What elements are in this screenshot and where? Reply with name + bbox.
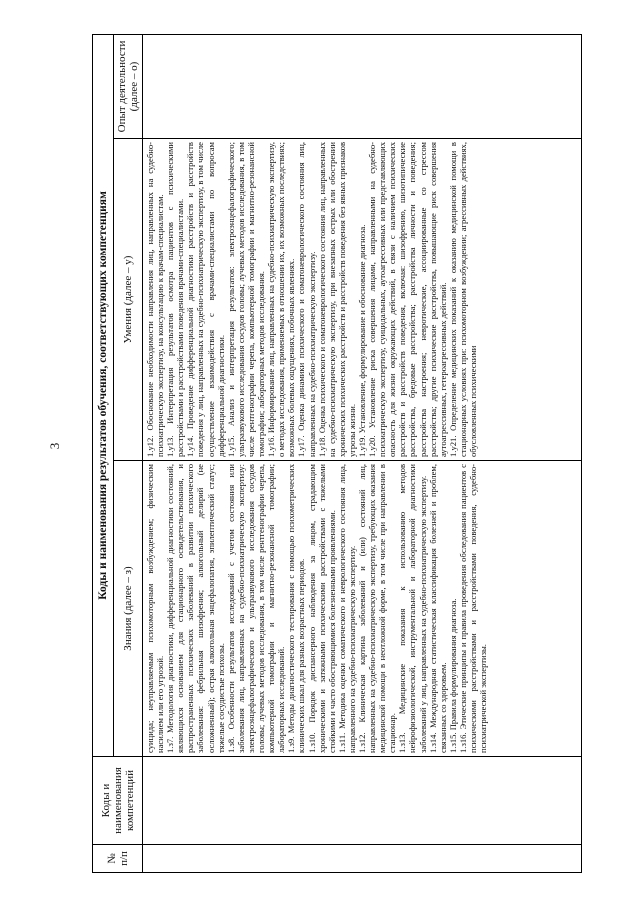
cell-codes: [143, 757, 582, 845]
knowledge-item: 1.з13. Медицинские показания к использованию методов нейрофизиологической, инструментальной и лабораторной диагностики заболеваний у лиц, направленных на судебно-психиатрическую экспертизу.: [397, 464, 428, 753]
header-knowledge: Знания (далее – з): [114, 461, 143, 757]
page-number: 3: [47, 442, 62, 450]
header-num: № п/п: [93, 845, 143, 873]
knowledge-item: 1.з14. Международная статистическая классификация болезней и проблем, связанных со здоровьем.: [427, 464, 448, 753]
knowledge-item: 1.з10. Порядок диспансерного наблюдения за лицом, страдающим хроническими и затяжными психическими расстройствами с тяжелыми стойкими и часто обостряющимися болезненными проявлениями.: [306, 464, 337, 753]
competency-table: [92, 34, 582, 873]
knowledge-item: 1.з8. Особенности результатов исследований с учетом состояния или заболевания лиц, направленных на судебно-психиатрическую экспертизу: электроэнцефалографического и ультразвукового исследования сосудов головы; лучевых методов исследования, в том числе рентгенографии черепа, компьютерной томографии и магнитно-резонансной томографии; лабораторных исследований.: [225, 464, 287, 753]
knowledge-item: 1.з7. Методология диагностики, дифференциальной диагностики состояний, являющихся основанием для стационарного освидетельствования, и распространенных психических заболеваний в развитии психического заболевания: фебрильная шизофрения; алкогольный делирий (не осложненный); острая алкогольная энцефалопатия, эпилептический статус; тяжелые сосудистые психозы.: [165, 464, 226, 753]
header-results-group: Коды и наименования результатов обучения, соответствующих компетенциям: [93, 34, 114, 756]
skill-item: 1.у20. Установление риска совершения лицами, направленными на судебно-психиатрическую экспертизу, суицидальных, аутоагрессивных или представляющих опасность для жизни окружающих действий, в связи с наличием психических расстройств и расстройств поведения, включая: шизофрению, шизотипические расстройства, бредовые расстройства; расстройства личности и поведения; расстройства настроения; невротические, ассоциированные со стрессом расстройства; другие психические расстройства, повышающие риск совершения аутоагрессивных, гетероагрессивных действий.: [367, 142, 448, 457]
knowledge-item: 1.з15. Правила формулирования диагноза.: [447, 598, 458, 753]
skills-cell: [143, 139, 582, 461]
skill-item: 1.у13. Интерпретация результатов осмотра пациентов с психическими расстройствами и расстройствами поведения врачами-специалистами.: [165, 142, 186, 457]
skill-item: 1.у18. Оценка психического и соматоневрологического состояния лиц, направленных на судебно-психиатрическую экспертизу, при внезапных острых или обострении хронических психических расстройств и расстройств поведения без явных признаков угрозы жизни.: [316, 142, 357, 457]
skill-item: 1.у17. Оценка динамики психического и соматоневрологического состояния лиц, направленных на судебно-психиатрическую экспертизу.: [296, 142, 317, 457]
skill-item: 1.у15. Анализ и интерпретация результатов: электроэнцефалографического; ультразвукового исследования сосудов головы; лучевых методов исследования, в том числе рентгенографии черепа, компьютерной томографии и магнитно-резонансной томографии; лабораторных методов исследования.: [225, 142, 267, 457]
knowledge-item: 1.з11. Методика оценки соматического и неврологического состояния лица, направленного на судебно-психиатрическую экспертизу.: [336, 464, 357, 753]
rotated-table-wrapper: [92, 35, 582, 873]
skill-item: 1.у14. Проведение дифференциальной диагностики расстройств и расстройств поведения у лиц, направленных на судебно-психиатрическую экспертизу, в том числе осуществление взаимодействия с врачами-специалистами по вопросам дифференциальной диагностики.: [185, 142, 226, 457]
knowledge-item: 1.з9. Методы диагностического тестирования с помощью психометрических клинических шкал для разных возрастных периодов.: [286, 464, 307, 753]
knowledge-item: суицида; неуправляемым психомоторным возбуждением; физическим насилием или его угрозой.: [145, 464, 166, 753]
experience-cell: [143, 34, 582, 138]
skill-item: 1.у21. Определение медицинских показаний к оказанию медицинской помощи в стационарных условиях при: психомоторном возбуждении; агрессивных действиях, обусловленных психическими: [447, 142, 478, 457]
knowledge-item: 1.з16. Этические принципы и правила проведения обследования пациентов с психическими расстройствами и расстройствами поведения, судебно-психиатрической экспертизы.: [457, 464, 489, 753]
skill-item: 1.у16. Информирование лиц, направленных на судебно-психиатрическую экспертизу, о методах исследования, применяемых в отношении их, их возможных последствиях; возможных болевых ощущениях, побочных явлениях.: [266, 142, 297, 457]
skill-item: 1.у19. Установление, формулирование и обоснование диагноза.: [356, 224, 367, 457]
header-experience: Опыт деятельности (далее – о): [114, 34, 143, 138]
skill-item: 1.у12. Обоснование необходимости направления лиц, направленных на судебно-психиатрическую экспертизу, на консультацию к врачам-специалистам.: [145, 142, 166, 457]
header-skills: Умения (далее – у): [114, 139, 143, 461]
knowledge-item: 1.з12. Клиническая картина заболеваний и (или) состояний лиц, направленных на судебно-психиатрическую экспертизу, требующих оказания медицинской помощи в неотложной форме, в том числе при направлении в стационар.: [356, 464, 398, 753]
knowledge-cell: [143, 461, 582, 757]
header-codes: Коды и наименования компетенций: [93, 757, 143, 845]
cell-num: [143, 845, 582, 873]
